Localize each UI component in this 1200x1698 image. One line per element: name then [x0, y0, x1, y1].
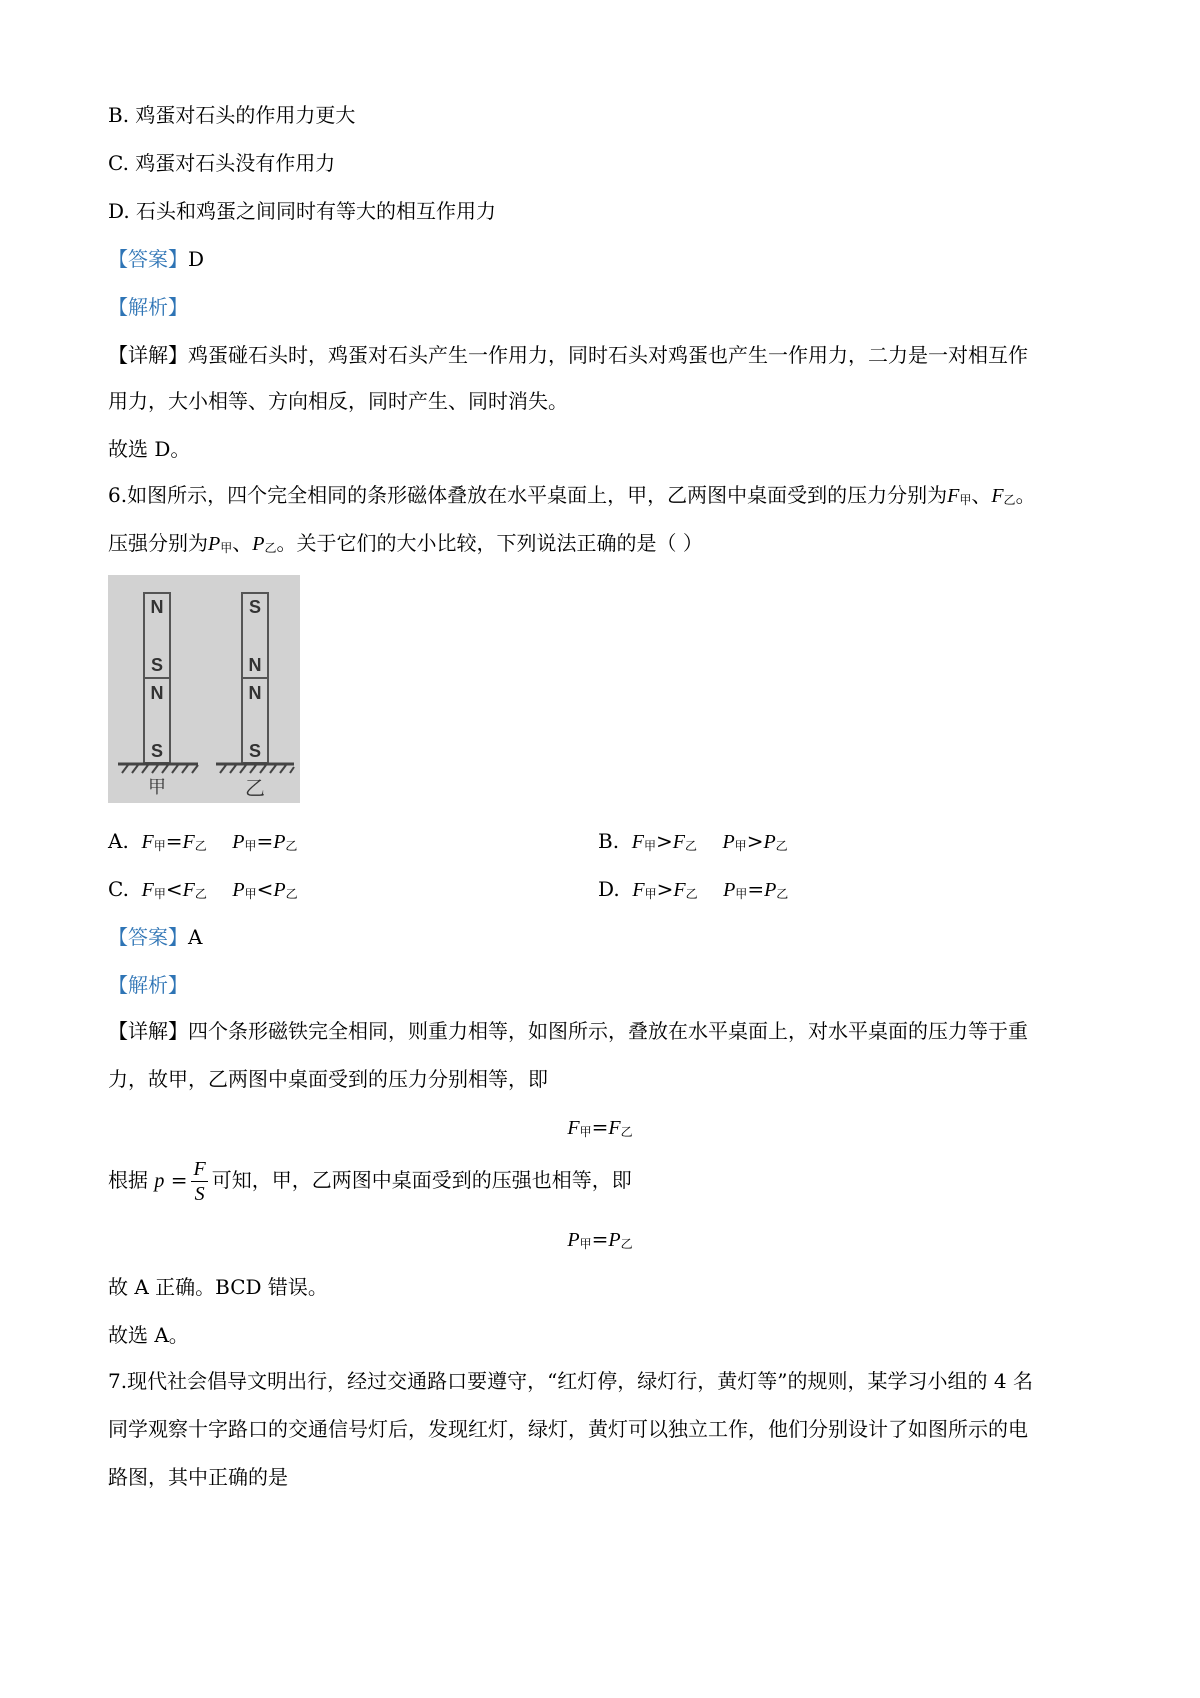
sub-jia: 甲	[153, 887, 166, 901]
label-yi: 乙	[245, 776, 265, 800]
q7-line-1: 7.现代社会倡导文明出行，经过交通路口要遵守，“红灯停，绿灯行，黄灯等”的规则，某学习小组的 4 名	[108, 1369, 1033, 1393]
q6-stem-text: 6.如图所示，四个完全相同的条形磁体叠放在水平桌面上，甲，乙两图中桌面受到的压力分别为	[108, 483, 948, 507]
option-d: D. 石头和鸡蛋之间同时有等大的相互作用力	[108, 199, 497, 223]
sub-yi: 乙	[1003, 493, 1016, 507]
var-p: P	[608, 1229, 621, 1251]
fraction-denominator: S	[194, 1183, 205, 1205]
analysis-label: 【解析】	[108, 295, 188, 319]
option-prefix: A.	[108, 829, 129, 853]
q6-correct-line: 故 A 正确。BCD 错误。	[108, 1275, 328, 1299]
sub-jia: 甲	[153, 839, 166, 853]
relation: =	[591, 1227, 609, 1251]
var-p: P	[723, 879, 736, 901]
option-b: B. 鸡蛋对石头的作用力更大	[108, 103, 356, 127]
detail-line-1: 【详解】鸡蛋碰石头时，鸡蛋对石头产生一作用力，同时石头对鸡蛋也产生一作用力，二力是一对相互作	[108, 343, 1028, 367]
q6-conclusion: 故选 A。	[108, 1323, 189, 1347]
sub-yi: 乙	[285, 839, 298, 853]
magnet-figure	[108, 575, 300, 803]
sub-jia: 甲	[959, 493, 972, 507]
q6-stem-line-1	[108, 480, 1036, 515]
right-magnet-label-4: S	[248, 741, 262, 761]
option-c: C. 鸡蛋对石头没有作用力	[108, 151, 336, 175]
var-p: P	[567, 1229, 580, 1251]
equation-pressure	[0, 1224, 1200, 1259]
answer-value: A	[188, 925, 203, 949]
var-f: F	[608, 1117, 621, 1139]
fraction-numerator: F	[193, 1158, 206, 1180]
relation: =	[165, 829, 183, 853]
sub-yi: 乙	[775, 839, 788, 853]
sub-yi: 乙	[285, 887, 298, 901]
var-p: P	[763, 831, 776, 853]
sub-jia: 甲	[244, 839, 257, 853]
q6-analysis-label: 【解析】	[108, 973, 188, 997]
var-f: F	[631, 831, 644, 853]
var-f: F	[673, 879, 686, 901]
sub-yi: 乙	[776, 887, 789, 901]
conclusion: 故选 D。	[108, 437, 191, 461]
var-f: F	[182, 831, 195, 853]
var-p: P	[273, 879, 286, 901]
magnet-diagram	[108, 575, 300, 803]
var-f: F	[182, 879, 195, 901]
detail-line-2: 用力，大小相等、方向相反，同时产生、同时消失。	[108, 389, 568, 413]
q6-detail-line-1: 【详解】四个条形磁铁完全相同，则重力相等，如图所示，叠放在水平桌面上，对水平桌面的压力等于重	[108, 1019, 1028, 1043]
label-jia: 甲	[148, 777, 166, 798]
right-magnet-label-3: N	[248, 683, 262, 703]
option-prefix: D.	[598, 877, 620, 901]
sub-jia: 甲	[735, 887, 748, 901]
sub-jia: 甲	[644, 887, 657, 901]
text: 根据	[108, 1168, 148, 1192]
q7-line-2: 同学观察十字路口的交通信号灯后，发现红灯，绿灯，黄灯可以独立工作，他们分别设计了如图所示的电	[108, 1417, 1028, 1441]
relation: =	[747, 877, 765, 901]
relation: >	[656, 829, 673, 853]
q6-answer-line	[108, 922, 202, 952]
sub-yi: 乙	[194, 887, 207, 901]
sub-jia: 甲	[579, 1237, 592, 1251]
answer-label: 【答案】	[108, 925, 188, 949]
sub-yi: 乙	[264, 541, 277, 555]
left-magnet-label-4: S	[150, 741, 164, 761]
separator: 、	[232, 531, 253, 555]
var-f: F	[632, 879, 645, 901]
fraction	[191, 1157, 207, 1206]
relation: =	[256, 829, 274, 853]
answer-label: 【答案】	[108, 247, 188, 271]
var-f: F	[991, 485, 1004, 507]
var-p: P	[232, 831, 245, 853]
equation-force	[0, 1112, 1200, 1147]
left-magnet-label-2: S	[150, 655, 164, 675]
var-f: F	[567, 1117, 580, 1139]
sub-jia: 甲	[220, 541, 233, 555]
q6-stem-end: 。关于它们的大小比较，下列说法正确的是（ ）	[276, 531, 703, 555]
sub-jia: 甲	[579, 1125, 592, 1139]
option-b-q6	[598, 826, 788, 861]
q6-stem-end: 。	[1015, 483, 1036, 507]
option-a	[108, 826, 297, 861]
equals: =	[170, 1168, 188, 1192]
q6-stem-text: 压强分别为	[108, 531, 208, 555]
q6-detail-line-2: 力，故甲，乙两图中桌面受到的压力分别相等，即	[108, 1067, 548, 1091]
sub-jia: 甲	[244, 887, 257, 901]
sub-jia: 甲	[734, 839, 747, 853]
pressure-formula-line	[108, 1152, 632, 1209]
relation: >	[656, 877, 674, 901]
sub-yi: 乙	[194, 839, 207, 853]
answer-value: D	[188, 247, 205, 271]
relation: <	[256, 877, 274, 901]
option-prefix: C.	[108, 877, 129, 901]
q7-line-3: 路图，其中正确的是	[108, 1465, 288, 1489]
relation: <	[165, 877, 183, 901]
var-f: F	[672, 831, 685, 853]
sub-jia: 甲	[644, 839, 657, 853]
right-magnet-label-1: S	[248, 597, 262, 617]
relation: =	[591, 1115, 609, 1139]
relation: >	[746, 829, 764, 853]
var-p-lower: p	[154, 1170, 165, 1192]
sub-yi: 乙	[620, 1125, 633, 1139]
left-magnet-label-1: N	[150, 597, 164, 617]
q6-stem-line-2	[108, 528, 703, 563]
option-prefix: B.	[598, 829, 620, 853]
var-f: F	[141, 831, 154, 853]
sub-yi: 乙	[685, 839, 698, 853]
separator: 、	[971, 483, 992, 507]
right-magnet-label-2: N	[248, 655, 262, 675]
sub-yi: 乙	[620, 1237, 633, 1251]
sub-yi: 乙	[685, 887, 698, 901]
var-f: F	[141, 879, 154, 901]
option-d-q6	[598, 874, 788, 909]
var-p: P	[273, 831, 286, 853]
var-p: P	[252, 533, 265, 555]
var-p: P	[232, 879, 245, 901]
var-p: P	[208, 533, 221, 555]
var-p: P	[764, 879, 777, 901]
answer-line	[108, 244, 204, 274]
var-f: F	[947, 485, 960, 507]
left-magnet-label-3: N	[150, 683, 164, 703]
text: 可知，甲，乙两图中桌面受到的压强也相等，即	[211, 1168, 632, 1192]
option-c-q6	[108, 874, 298, 909]
var-p: P	[722, 831, 735, 853]
